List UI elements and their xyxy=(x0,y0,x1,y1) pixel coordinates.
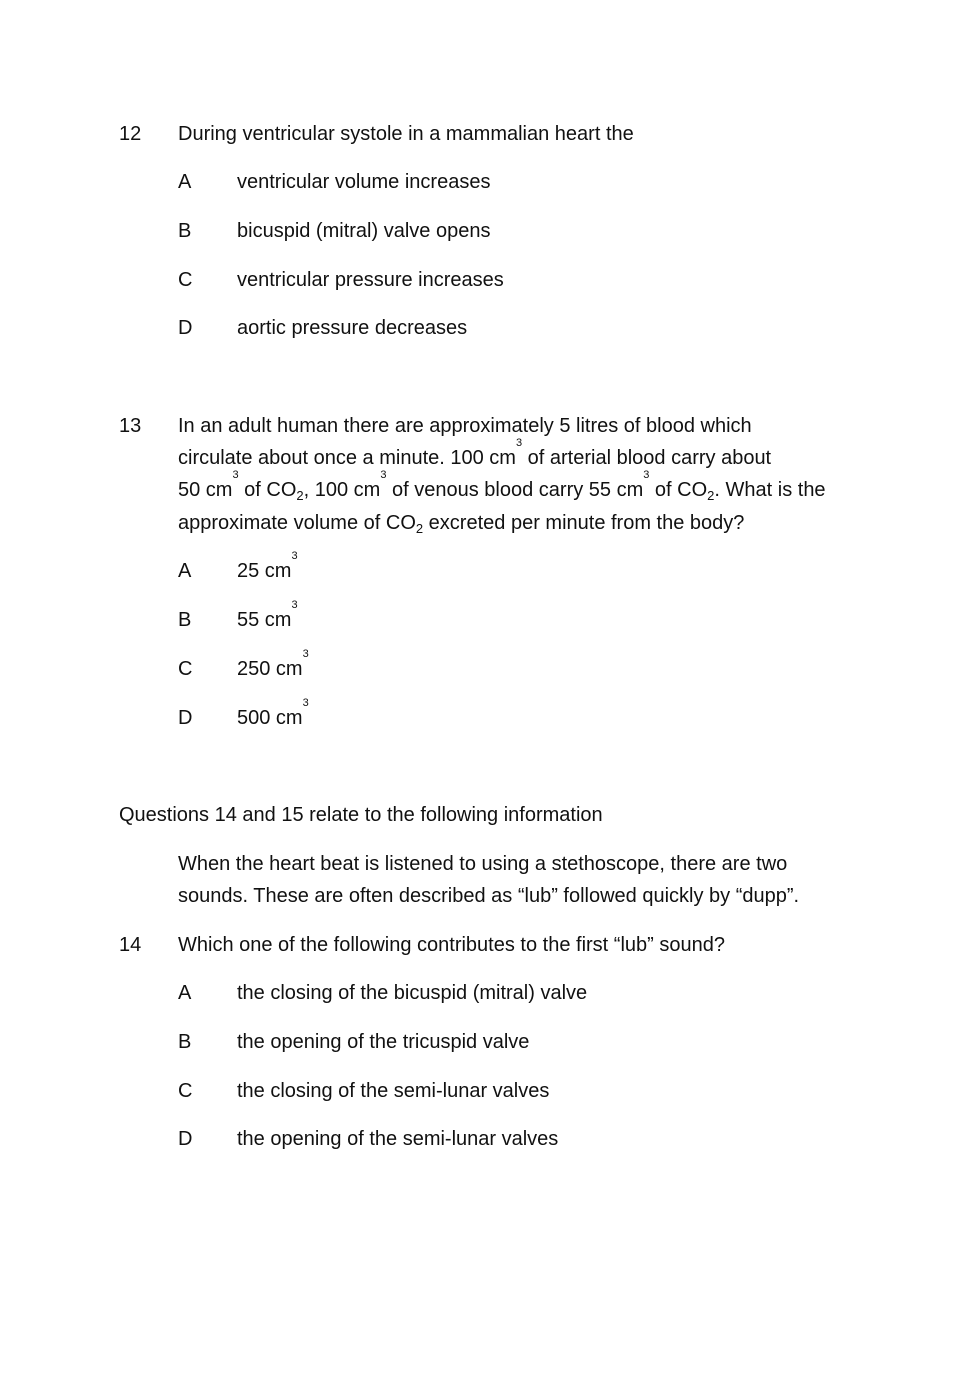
superscript: 3 xyxy=(380,469,387,481)
option-value: 55 cm xyxy=(237,609,292,631)
stem-text: of venous blood carry 55 cm xyxy=(386,479,644,501)
stem-text: . What is the xyxy=(714,479,826,501)
subscript: 2 xyxy=(296,488,304,503)
option-value: 25 cm xyxy=(237,560,292,582)
stem-text: excreted per minute from the body? xyxy=(423,512,745,534)
question-stem-line xyxy=(178,511,744,535)
question-number: 13 xyxy=(119,415,142,437)
stem-text: of CO xyxy=(649,479,708,501)
question-number: 12 xyxy=(119,123,142,145)
option-text: bicuspid (mitral) valve opens xyxy=(237,220,491,242)
stem-text: 50 cm xyxy=(178,479,233,501)
subscript: 2 xyxy=(707,488,715,503)
option-text xyxy=(237,697,309,730)
info-text-line: When the heart beat is listened to using a stethoscope, there are two xyxy=(178,853,788,875)
stem-text: of arterial blood carry about xyxy=(522,447,772,469)
question-stem-line xyxy=(178,469,826,503)
option-value: 250 cm xyxy=(237,658,303,680)
section-heading: Questions 14 and 15 relate to the following information xyxy=(119,804,603,826)
superscript: 3 xyxy=(302,697,309,709)
question-number: 14 xyxy=(119,934,142,956)
option-letter: A xyxy=(178,560,192,582)
option-letter: D xyxy=(178,1128,193,1150)
superscript: 3 xyxy=(232,469,239,481)
stem-text: , 100 cm xyxy=(303,479,381,501)
option-text: the opening of the semi-lunar valves xyxy=(237,1128,559,1150)
info-text-line: sounds. These are often described as “lub” followed quickly by “dupp”. xyxy=(178,885,800,907)
stem-text: approximate volume of CO xyxy=(178,512,416,534)
superscript: 3 xyxy=(302,648,309,660)
option-letter: B xyxy=(178,609,192,631)
stem-text: In an adult human there are approximately 5 litres of blood which xyxy=(178,415,752,437)
question-stem-line xyxy=(178,414,752,438)
option-letter: D xyxy=(178,707,193,729)
option-letter: B xyxy=(178,1031,192,1053)
option-letter: C xyxy=(178,658,193,680)
option-value: 500 cm xyxy=(237,707,303,729)
option-text: ventricular pressure increases xyxy=(237,269,504,291)
superscript: 3 xyxy=(291,550,298,562)
option-letter: A xyxy=(178,982,192,1004)
option-text xyxy=(237,648,309,681)
subscript: 2 xyxy=(415,521,424,536)
stem-text: of CO xyxy=(238,479,297,501)
superscript: 3 xyxy=(515,437,523,449)
option-text: the closing of the bicuspid (mitral) valve xyxy=(237,982,588,1004)
option-letter: C xyxy=(178,269,193,291)
stem-text: circulate about once a minute. 100 cm xyxy=(178,447,516,469)
option-letter: D xyxy=(178,317,193,339)
option-letter: B xyxy=(178,220,192,242)
superscript: 3 xyxy=(643,469,650,481)
option-letter: C xyxy=(178,1080,193,1102)
option-text: aortic pressure decreases xyxy=(237,317,468,339)
question-stem-line xyxy=(178,437,772,470)
option-text: ventricular volume increases xyxy=(237,171,491,193)
option-text xyxy=(237,550,298,583)
option-text: the closing of the semi-lunar valves xyxy=(237,1080,550,1102)
option-text: the opening of the tricuspid valve xyxy=(237,1031,530,1053)
question-stem: Which one of the following contributes to the first “lub” sound? xyxy=(178,934,725,956)
question-stem: During ventricular systole in a mammalian heart the xyxy=(178,123,634,145)
option-text xyxy=(237,599,298,632)
option-letter: A xyxy=(178,171,192,193)
superscript: 3 xyxy=(291,599,298,611)
